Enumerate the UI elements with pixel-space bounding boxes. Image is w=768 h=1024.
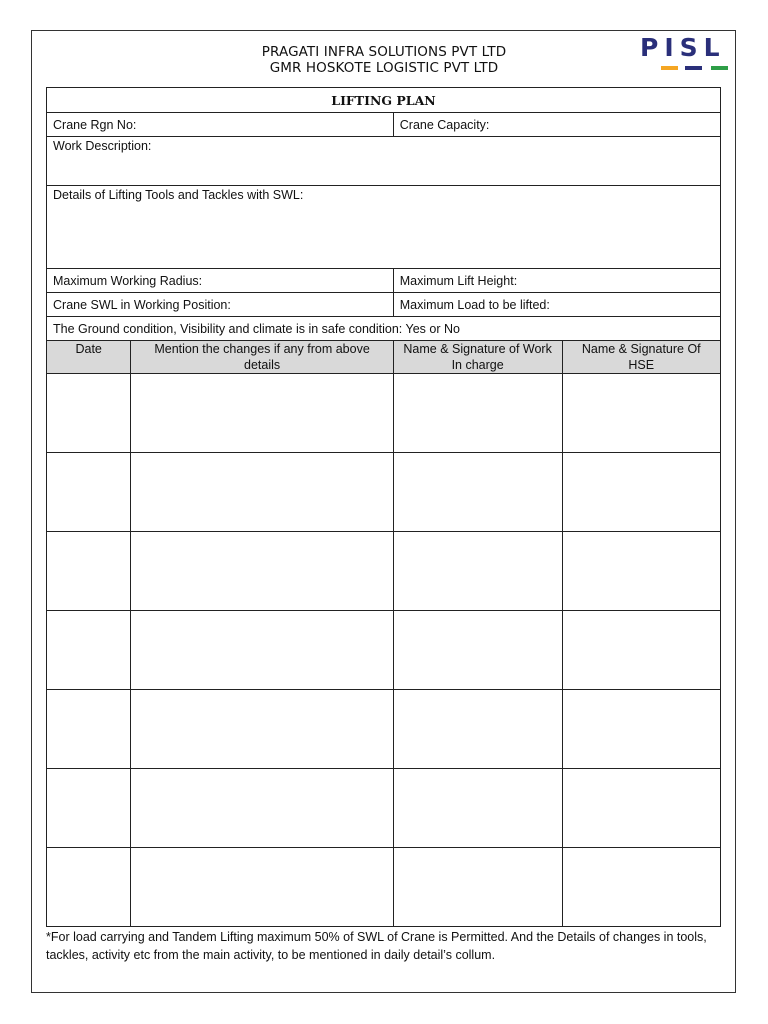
work-incharge-signature-cell[interactable] <box>393 374 562 453</box>
max-lift-height-field[interactable]: Maximum Lift Height: <box>393 269 720 293</box>
pisl-logo <box>640 34 732 74</box>
log-table-row <box>47 690 721 769</box>
log-table-row <box>47 453 721 532</box>
work-incharge-signature-cell[interactable] <box>393 769 562 848</box>
log-table-header <box>47 341 721 374</box>
logo-bar-orange <box>661 66 678 70</box>
date-cell[interactable] <box>47 690 131 769</box>
work-description-field[interactable]: Work Description: <box>47 137 721 186</box>
hse-column-header: Name & Signature Of HSE <box>562 341 720 374</box>
hse-signature-cell[interactable] <box>562 769 720 848</box>
changes-cell[interactable] <box>131 374 393 453</box>
log-table-row <box>47 769 721 848</box>
date-cell[interactable] <box>47 453 131 532</box>
hse-signature-cell[interactable] <box>562 532 720 611</box>
changes-cell[interactable] <box>131 453 393 532</box>
ground-condition-field[interactable]: The Ground condition, Visibility and climate is in safe condition: Yes or No <box>47 317 721 341</box>
changes-cell[interactable] <box>131 848 393 927</box>
project-name: GMR HOSKOTE LOGISTIC PVT LTD <box>269 60 499 76</box>
log-table-row <box>47 532 721 611</box>
date-cell[interactable] <box>47 611 131 690</box>
changes-column-header: Mention the changes if any from above details <box>131 341 393 374</box>
max-working-radius-field[interactable]: Maximum Working Radius: <box>47 269 394 293</box>
work-incharge-signature-cell[interactable] <box>393 532 562 611</box>
work-incharge-column-header: Name & Signature of Work In charge <box>393 341 562 374</box>
hse-signature-cell[interactable] <box>562 453 720 532</box>
hse-signature-cell[interactable] <box>562 374 720 453</box>
logo-bar-green <box>711 66 728 70</box>
log-table-row <box>47 374 721 453</box>
lifting-tools-field[interactable]: Details of Lifting Tools and Tackles with SWL: <box>47 186 721 269</box>
logo-text: PISL <box>640 33 726 62</box>
changes-cell[interactable] <box>131 532 393 611</box>
log-table-row <box>47 611 721 690</box>
date-cell[interactable] <box>47 374 131 453</box>
changes-cell[interactable] <box>131 611 393 690</box>
lifting-plan-table <box>46 87 721 927</box>
hse-signature-cell[interactable] <box>562 611 720 690</box>
date-cell[interactable] <box>47 532 131 611</box>
work-incharge-signature-cell[interactable] <box>393 611 562 690</box>
hse-signature-cell[interactable] <box>562 690 720 769</box>
work-incharge-signature-cell[interactable] <box>393 848 562 927</box>
company-name: PRAGATI INFRA SOLUTIONS PVT LTD <box>261 44 507 60</box>
crane-rgn-no-field[interactable]: Crane Rgn No: <box>47 113 394 137</box>
footnote: *For load carrying and Tandem Lifting maximum 50% of SWL of Crane is Permitted. And the Details of changes in tools, tackles, activity etc from the main activity, to be mentioned in daily detail’s collum. <box>46 930 707 962</box>
logo-bar-blue <box>685 66 702 70</box>
crane-swl-field[interactable]: Crane SWL in Working Position: <box>47 293 394 317</box>
date-cell[interactable] <box>47 848 131 927</box>
changes-cell[interactable] <box>131 769 393 848</box>
work-incharge-signature-cell[interactable] <box>393 453 562 532</box>
form-title: LIFTING PLAN <box>47 88 721 113</box>
changes-cell[interactable] <box>131 690 393 769</box>
log-table-row <box>47 848 721 927</box>
date-column-header: Date <box>47 341 131 374</box>
work-incharge-signature-cell[interactable] <box>393 690 562 769</box>
crane-capacity-field[interactable]: Crane Capacity: <box>393 113 720 137</box>
hse-signature-cell[interactable] <box>562 848 720 927</box>
max-load-field[interactable]: Maximum Load to be lifted: <box>393 293 720 317</box>
date-cell[interactable] <box>47 769 131 848</box>
